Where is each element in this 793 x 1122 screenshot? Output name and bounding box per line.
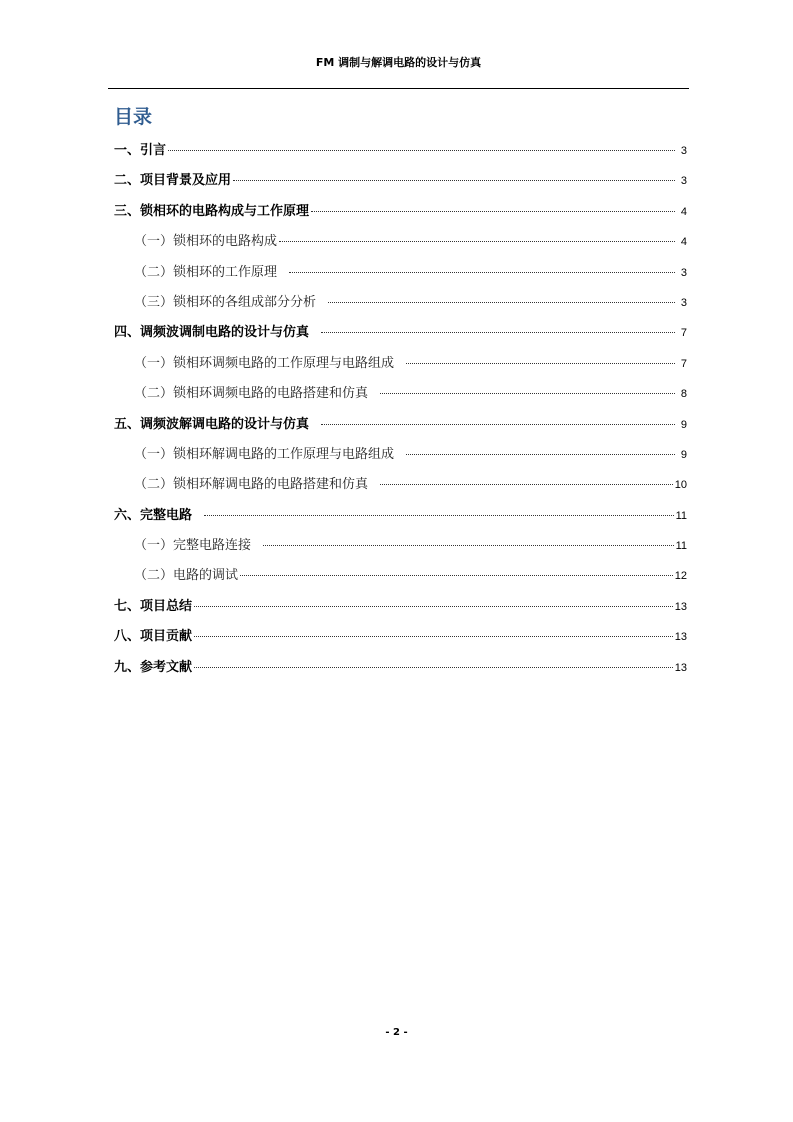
toc-entry-2[interactable] (114, 170, 687, 200)
toc-entry-text: （一）完整电路连接 (134, 538, 252, 554)
toc-entry-text: 三、锁相环的电路构成与工作原理 (114, 203, 310, 219)
toc-entry-6-1[interactable] (114, 535, 687, 565)
toc-leader-dots (328, 302, 675, 303)
toc-entry-page: 10 (674, 479, 687, 492)
toc-entry-page: 4 (680, 236, 687, 249)
toc-leader-dots (289, 272, 675, 273)
toc-leader-dots (194, 636, 673, 637)
toc-entry-text: （二）锁相环解调电路的电路搭建和仿真 (134, 477, 369, 493)
toc-entry-5[interactable] (114, 414, 687, 444)
toc-title: 目录 (114, 106, 153, 128)
page-header-title: FM 调制与解调电路的设计与仿真 (315, 56, 482, 69)
toc-entry-3-3[interactable] (114, 292, 687, 322)
toc-entry-page: 7 (680, 357, 687, 370)
toc-entry-text: （一）锁相环解调电路的工作原理与电路组成 (134, 446, 395, 462)
toc-entry-7[interactable] (114, 596, 687, 626)
toc-entry-page: 12 (674, 570, 687, 583)
toc-entry-page: 13 (674, 600, 687, 613)
toc-entry-text: （二）锁相环调频电路的电路搭建和仿真 (134, 386, 369, 402)
toc-entry-text: （一）锁相环调频电路的工作原理与电路组成 (134, 355, 395, 371)
toc-entry-text: （二）电路的调试 (134, 568, 239, 584)
toc-entry-page: 3 (680, 296, 687, 309)
toc-entry-page: 9 (680, 448, 687, 461)
toc-leader-dots (168, 150, 675, 151)
toc-entry-page: 4 (680, 205, 687, 218)
toc-leader-dots (279, 241, 675, 242)
toc-entry-text: 一、引言 (114, 143, 167, 158)
toc-leader-dots (380, 484, 673, 485)
toc-leader-dots (194, 606, 673, 607)
toc-entry-text: （一）锁相环的电路构成 (134, 234, 278, 250)
toc-leader-dots (321, 332, 675, 333)
toc-leader-dots (406, 363, 675, 364)
toc-entry-4-1[interactable] (114, 353, 687, 383)
toc-entry-text: 八、项目贡献 (114, 629, 193, 645)
toc-entry-page: 8 (680, 388, 687, 401)
toc-entry-page: 11 (675, 540, 687, 553)
toc-entry-6-2[interactable] (114, 565, 687, 595)
toc-leader-dots (321, 424, 675, 425)
toc-leader-dots (204, 515, 674, 516)
toc-entry-text: （二）锁相环的工作原理 (134, 264, 278, 280)
toc-entry-text: （三）锁相环的各组成部分分析 (134, 294, 317, 310)
toc-entry-8[interactable] (114, 626, 687, 656)
header-rule (108, 88, 689, 89)
toc-list (114, 140, 687, 687)
toc-entry-3-2[interactable] (114, 262, 687, 292)
toc-entry-5-2[interactable] (114, 474, 687, 504)
page-number: - 2 - (385, 1027, 408, 1038)
toc-entry-text: 七、项目总结 (114, 598, 193, 614)
toc-entry-5-1[interactable] (114, 444, 687, 474)
toc-leader-dots (263, 545, 674, 546)
toc-entry-page: 7 (680, 327, 687, 340)
toc-entry-page: 13 (674, 661, 687, 674)
toc-entry-page: 3 (680, 175, 687, 188)
toc-entry-page: 11 (675, 509, 687, 522)
toc-entry-4-2[interactable] (114, 383, 687, 413)
toc-entry-text: 九、参考文献 (114, 659, 193, 675)
toc-leader-dots (311, 211, 675, 212)
toc-leader-dots (233, 180, 675, 181)
toc-leader-dots (194, 667, 673, 668)
toc-leader-dots (380, 393, 675, 394)
toc-entry-3[interactable] (114, 201, 687, 231)
toc-entry-text: 二、项目背景及应用 (114, 173, 232, 189)
toc-entry-text: 六、完整电路 (114, 507, 193, 523)
toc-entry-3-1[interactable] (114, 231, 687, 261)
toc-leader-dots (240, 575, 673, 576)
toc-entry-4[interactable] (114, 322, 687, 352)
toc-entry-text: 五、调频波解调电路的设计与仿真 (114, 416, 310, 432)
toc-leader-dots (406, 454, 675, 455)
toc-entry-text: 四、调频波调制电路的设计与仿真 (114, 325, 310, 341)
toc-entry-page: 3 (680, 266, 687, 279)
toc-entry-1[interactable] (114, 140, 687, 170)
toc-entry-6[interactable] (114, 505, 687, 535)
toc-entry-9[interactable] (114, 657, 687, 687)
toc-entry-page: 9 (680, 418, 687, 431)
toc-entry-page: 3 (680, 145, 687, 157)
toc-entry-page: 13 (674, 631, 687, 644)
